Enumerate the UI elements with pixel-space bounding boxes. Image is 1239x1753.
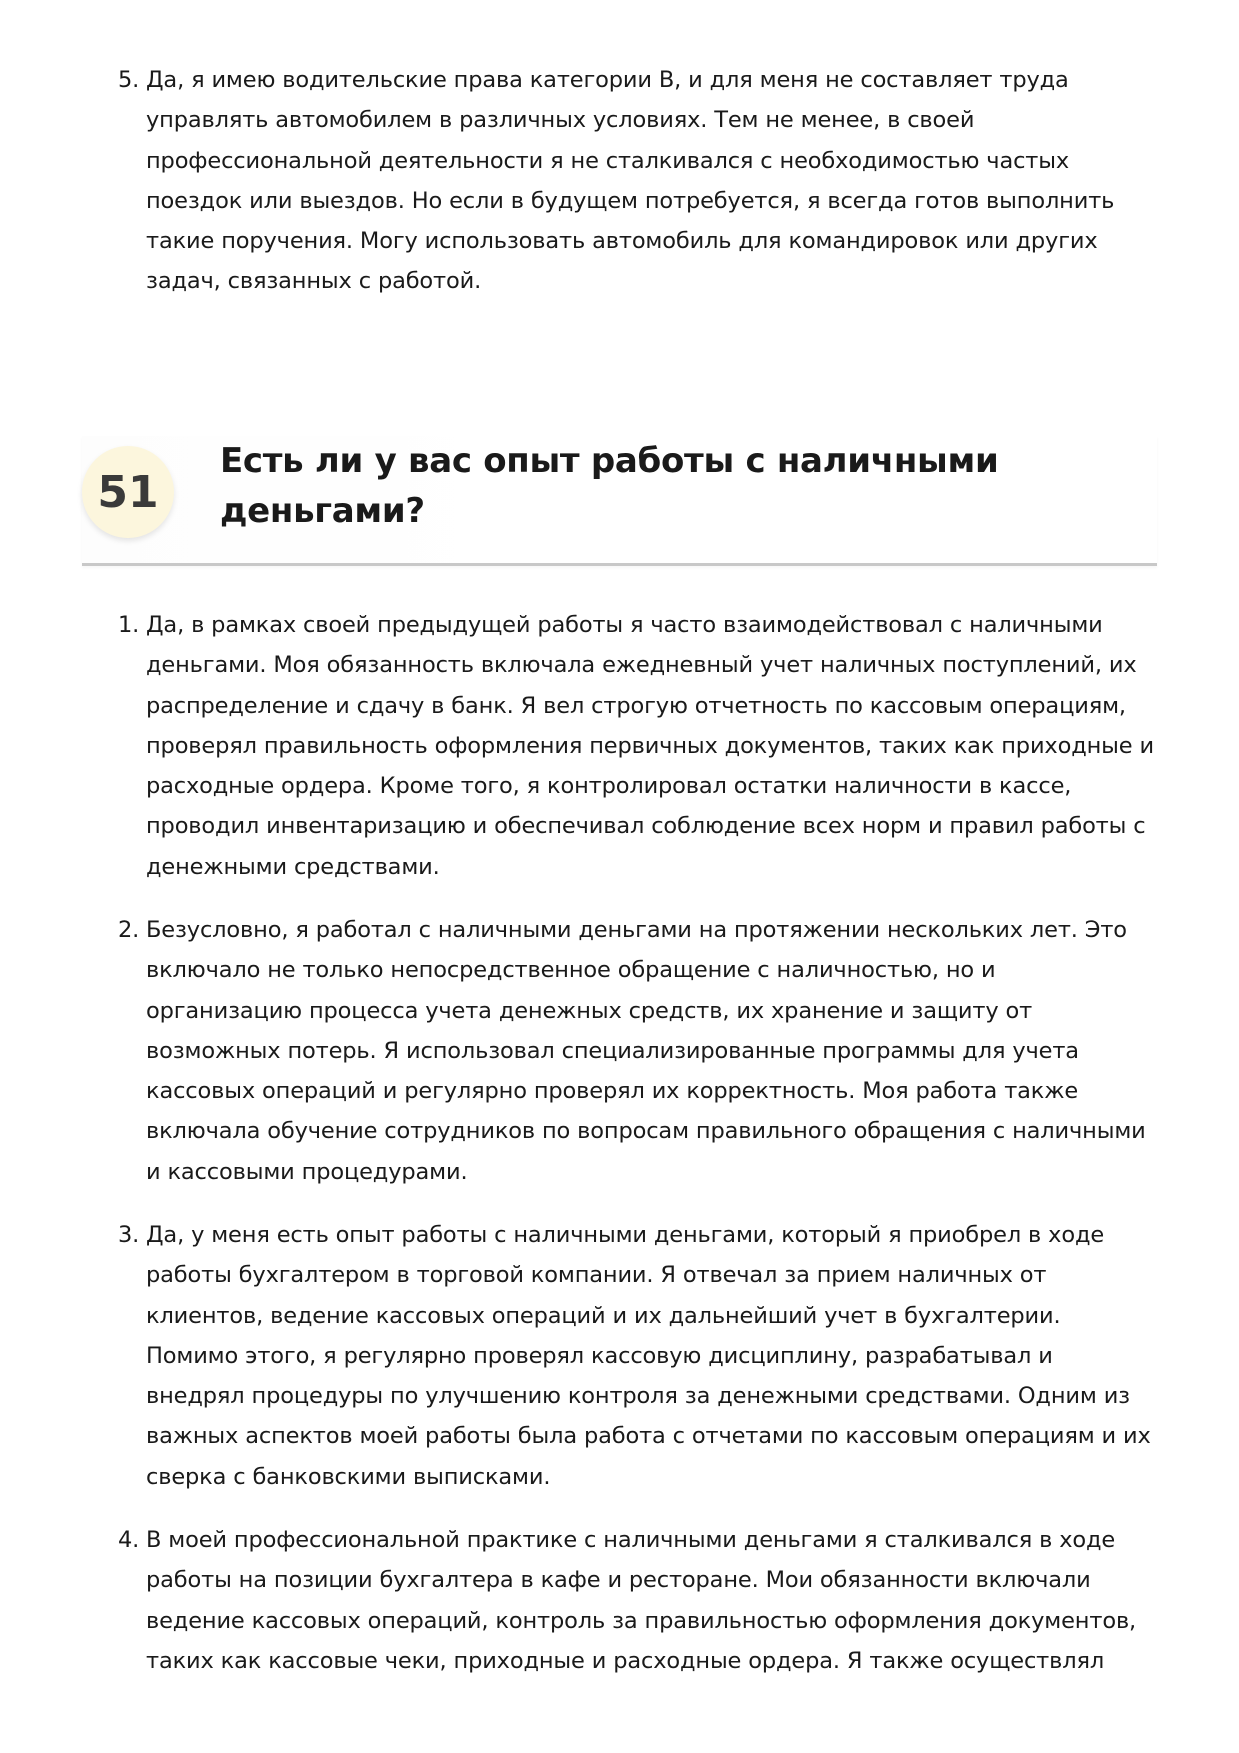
list-item-number: 5. xyxy=(118,67,140,93)
list-item-1 xyxy=(118,605,1158,887)
list-item-number: 2. xyxy=(118,917,140,943)
list-item-text: Да, я имею водительские права категории B, и для меня не составляет труда управлять автомобилем в различных условиях. Тем не менее, в своей профессиональной деятельности я не сталкивался с необходимостью частых поездок или выездов. Но если в будущем потребуется, я всегда готов выполнить такие поручения. Могу использовать автомобиль для командировок или других задач, связанных с работой. xyxy=(146,67,1115,295)
list-item-text: Да, в рамках своей предыдущей работы я часто взаимодействовал с наличными деньгами. Моя обязанность включала ежедневный учет наличных поступлений, их распределение и сдачу в банк. Я вел строгую отчетность по кассовым операциям, проверял правильность оформления первичных документов, таких как приходные и расходные ордера. Кроме того, я контролировал остатки наличности в кассе, проводил инвентаризацию и обеспечивал соблюдение всех норм и правил работы с денежными средствами. xyxy=(146,612,1154,880)
list-item-prev-5 xyxy=(118,60,1158,302)
list-item-4 xyxy=(118,1520,1158,1681)
question-header xyxy=(82,436,1157,566)
list-item-2 xyxy=(118,910,1158,1192)
list-item-number: 1. xyxy=(118,612,140,638)
list-item-number: 3. xyxy=(118,1222,140,1248)
list-item-text: В моей профессиональной практике с наличными деньгами я сталкивался в ходе работы на позиции бухгалтера в кафе и ресторане. Мои обязанности включали ведение кассовых операций, контроль за правильностью оформления документов, таких как кассовые чеки, приходные и расходные ордера. Я также осуществлял xyxy=(146,1527,1137,1674)
list-item-number: 4. xyxy=(118,1527,140,1553)
question-number-badge: 51 xyxy=(82,446,174,538)
list-item-3 xyxy=(118,1215,1158,1497)
question-title: Есть ли у вас опыт работы с наличными деньгами? xyxy=(220,441,999,531)
list-item-text: Безусловно, я работал с наличными деньгами на протяжении нескольких лет. Это включало не только непосредственное обращение с наличностью, но и организацию процесса учета денежных средств, их хранение и защиту от возможных потерь. Я использовал специализированные программы для учета кассовых операций и регулярно проверял их корректность. Моя работа также включала обучение сотрудников по вопросам правильного обращения с наличными и кассовыми процедурами. xyxy=(146,917,1146,1185)
list-item-text: Да, у меня есть опыт работы с наличными деньгами, который я приобрел в ходе работы бухгалтером в торговой компании. Я отвечал за прием наличных от клиентов, ведение кассовых операций и их дальнейший учет в бухгалтерии. Помимо этого, я регулярно проверял кассовую дисциплину, разрабатывал и внедрял процедуры по улучшению контроля за денежными средствами. Одним из важных аспектов моей работы была работа с отчетами по кассовым операциям и их сверка с банковскими выписками. xyxy=(146,1222,1151,1490)
